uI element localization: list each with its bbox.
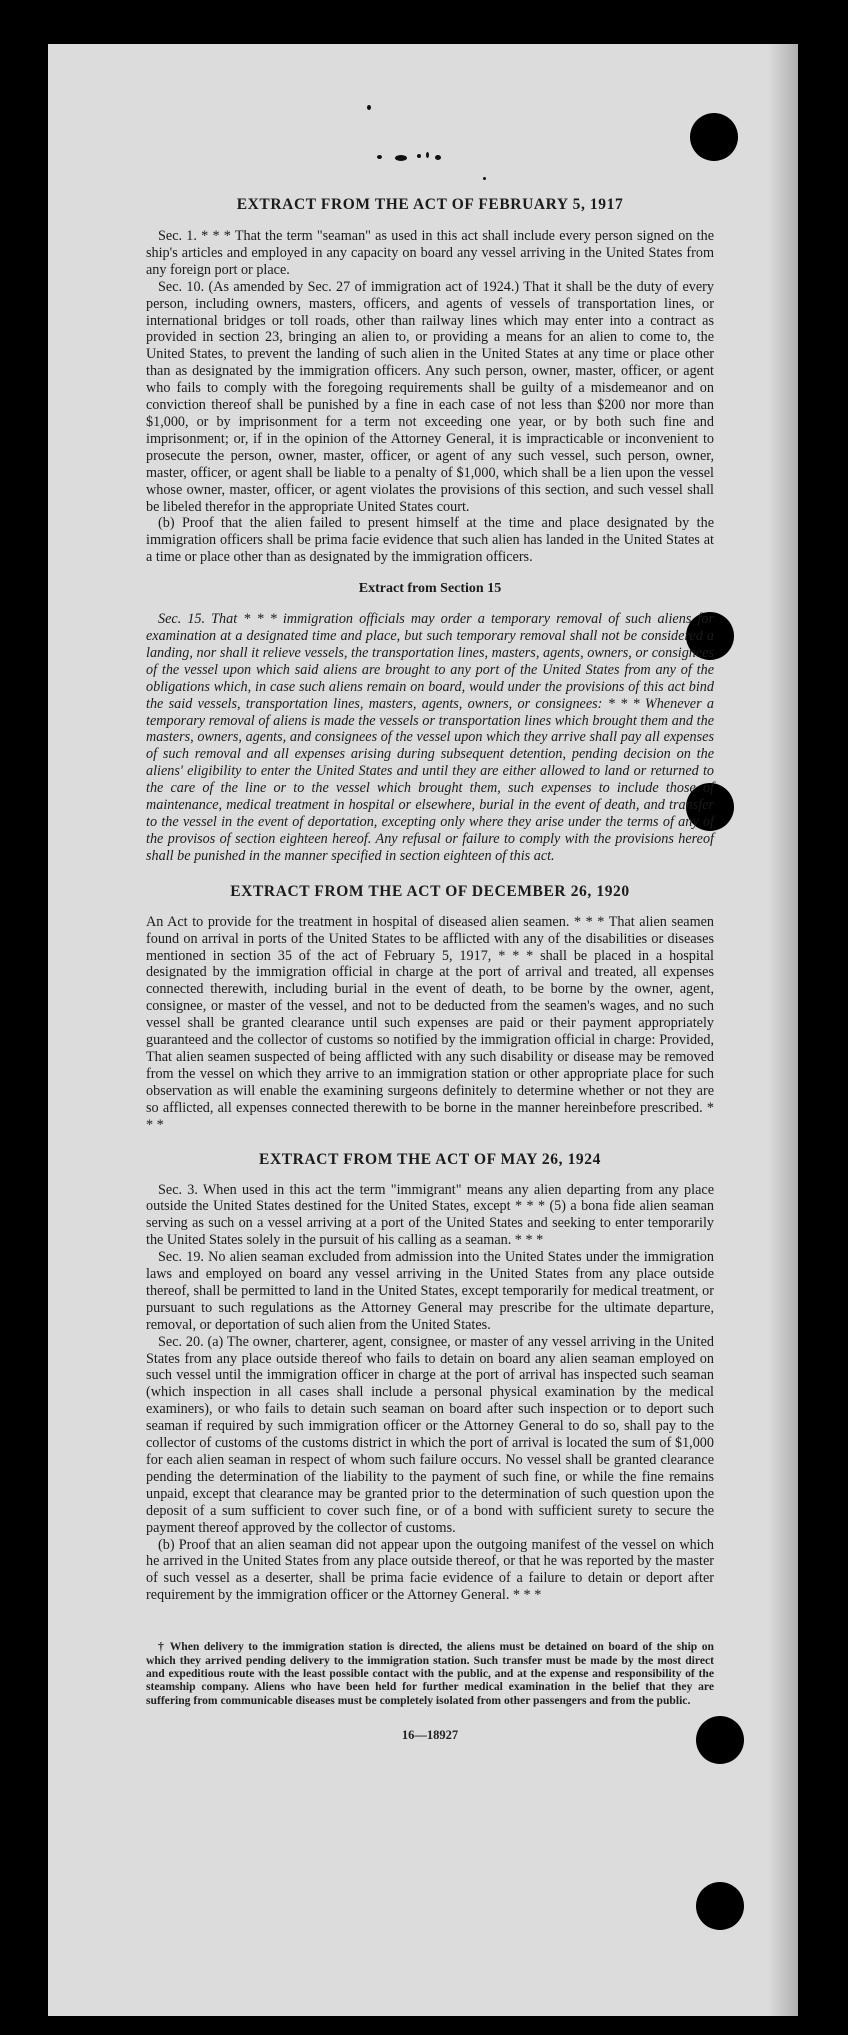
section-20b-paragraph: (b) Proof that an alien seaman did not appear upon the outgoing manifest of the vessel on which he arrived in the United States from any place outside thereof, or that he was reported by the master of such vessel as a deserter, shall be prima facie evidence of a failure to detain or deport after requirement by the immigration officer or the Attorney General. * * * xyxy=(146,1536,714,1604)
footnote-text: † When delivery to the immigration station is directed, the aliens must be detained on board of the ship on which they arrived pending delivery to the immigration station. Such transfer must be made by the most direct and expeditious route with the least possible contact with the public, and at the expense and responsibility of the steamship company. Aliens who have been held for further medical examination in the belief that they are suffering from communicable diseases must be completely isolated from other passengers and from the public. xyxy=(146,1640,714,1707)
section-3-paragraph: Sec. 3. When used in this act the term "immigrant" means any alien departing from any place outside the United States destined for the United States, except * * * (5) a bona fide alien seaman serving as such on a vessel arriving at a port of the United States and seeking to enter temporarily the United States solely in the pursuit of his calling as a seaman. * * * xyxy=(146,1181,714,1249)
heading-section-15: Extract from Section 15 xyxy=(358,581,502,597)
act-1920-paragraph: An Act to provide for the treatment in hospital of diseased alien seamen. * * * That alien seamen found on arrival in ports of the United States to be afflicted with any of the disabilities or diseases mentioned in section 35 of the act of February 5, 1917, * * * shall be placed in a hospital designated by the immigration official in charge at the port of arrival and treated, all expenses connected therewith, including burial in the event of death, to be borne by the owner, agent, consignee, or master of the vessel, and not to be deducted from the seamen's wages, and no such vessel shall be granted clearance until such expenses are paid or their payment appropriately guaranteed and the collector of customs so notified by the immigration official in charge: Provided, That alien seamen suspected of being afflicted with any such disability or disease may be removed from the vessel on which they arrive to an immigration station or other appropriate place for such observation as will enable the examining surgeons definitely to determine whether or not they are so afflicted, all expenses connected therewith to be borne in the manner hereinbefore prescribed. * * * xyxy=(146,913,714,1133)
scan-specks xyxy=(325,95,495,175)
section-15-paragraph: Sec. 15. That * * * immigration officials may order a temporary removal of such aliens for examination at a designated time and place, but such temporary removal shall not be considered a landing, nor shall it relieve vessels, the transportation lines, masters, agents, owners, or consignees of the vessel upon which said aliens are brought to any port of the United States from any of the obligations which, in case such aliens remain on board, would under the provisions of this act bind the said vessels, transportation lines, masters, agents, owners, or consignees: * * * Whenever a temporary removal of aliens is made the vessels or transportation lines which brought them and the masters, owners, agents, and consignees of the vessel upon which they arrive shall pay all expenses of such removal and all expenses arising during subsequent detention, pending decision on the aliens' eligibility to enter the United States and until they are either allowed to land or returned to the care of the line or to the vessel which brought them, such expenses to include those of maintenance, medical treatment in hospital or elsewhere, burial in the event of death, and transfer to the vessel in the event of deportation, excepting only where they arise under the terms of any of the provisos of section eighteen hereof. Any refusal or failure to comply with the provisions hereof shall be punished in the manner specified in section eighteen of this act. xyxy=(146,611,714,864)
form-code: 16—18927 xyxy=(401,1728,459,1743)
section-1-paragraph: Sec. 1. * * * That the term "seaman" as used in this act shall include every person signed on the ship's articles and employed in any capacity on board any vessel arriving in the United States from any foreign port or place. xyxy=(146,228,714,278)
heading-act-1924: EXTRACT FROM THE ACT OF MAY 26, 1924 xyxy=(259,1150,601,1168)
punch-hole-bottom xyxy=(696,1882,744,1930)
punch-hole-top xyxy=(690,113,738,161)
heading-act-1920: EXTRACT FROM THE ACT OF DECEMBER 26, 1920 xyxy=(230,882,630,900)
section-10-paragraph: Sec. 10. (As amended by Sec. 27 of immigration act of 1924.) That it shall be the duty of every person, including owners, masters, officers, and agents of vessels of transportation lines, or international bridges or toll roads, other than railway lines which may enter into a contract as provided in section 23, bringing an alien to, or providing a means for an alien to come to, the United States, to prevent the landing of such alien in the United States at any time or place other than as designated by the immigration officers. Any such person, owner, master, officer, or agent who fails to comply with the foregoing requirements shall be guilty of a misdemeanor and on conviction thereof shall be punished by a fine in each case of not less than $200 nor more than $1,000, or by imprisonment for a term not exceeding one year, or by both such fine and imprisonment; or, if in the opinion of the Attorney General, it is impracticable or inconvenient to prosecute the person, owner, master, officer, or agent of any such vessel, such person, owner, master, officer, or agent shall be liable to a penalty of $1,000, which shall be a lien upon the vessel whose owner, master, officer, or agent violates the provisions of this section, and such vessel shall be libeled therefor in the appropriate United States court. xyxy=(146,278,714,515)
footnote xyxy=(146,1640,714,1707)
document-text xyxy=(146,195,714,1744)
section-10b-paragraph: (b) Proof that the alien failed to present himself at the time and place designated by the immigration officers shall be prima facie evidence that such alien has landed in the United States at a time or place other than as designated by the immigration officers. xyxy=(146,515,714,566)
heading-act-1917: EXTRACT FROM THE ACT OF FEBRUARY 5, 1917 xyxy=(236,196,624,213)
section-19-paragraph: Sec. 19. No alien seaman excluded from admission into the United States under the immigration laws and employed on board any vessel arriving in the United States from any place outside thereof, shall be permitted to land in the United States, except temporarily for medical treatment, or pursuant to such regulations as the Attorney General may prescribe for the ultimate departure, removal, or deportation of such alien from the United States. xyxy=(146,1249,714,1333)
section-20a-paragraph: Sec. 20. (a) The owner, charterer, agent, consignee, or master of any vessel arriving in the United States from any place outside thereof who fails to detain on board any alien seaman employed on such vessel until the immigration officer in charge at the port of arrival has inspected such seaman (which inspection in all cases shall include a personal physical examination by the medical examiners), or who fails to detain such seaman on board after such inspection or to deport such seaman if required by such immigration officer or the Attorney General to do so, shall pay to the collector of customs of the customs district in which the port of arrival is located the sum of $1,000 for each alien seaman in respect of whom such failure occurs. No vessel shall be granted clearance pending the determination of the liability to the payment of such fine, or while the fine remains unpaid, except that clearance may be granted prior to the determination of such question upon the deposit of a sum sufficient to cover such fine, or of a bond with sufficient surety to secure the payment thereof approved by the collector of customs. xyxy=(146,1333,714,1536)
